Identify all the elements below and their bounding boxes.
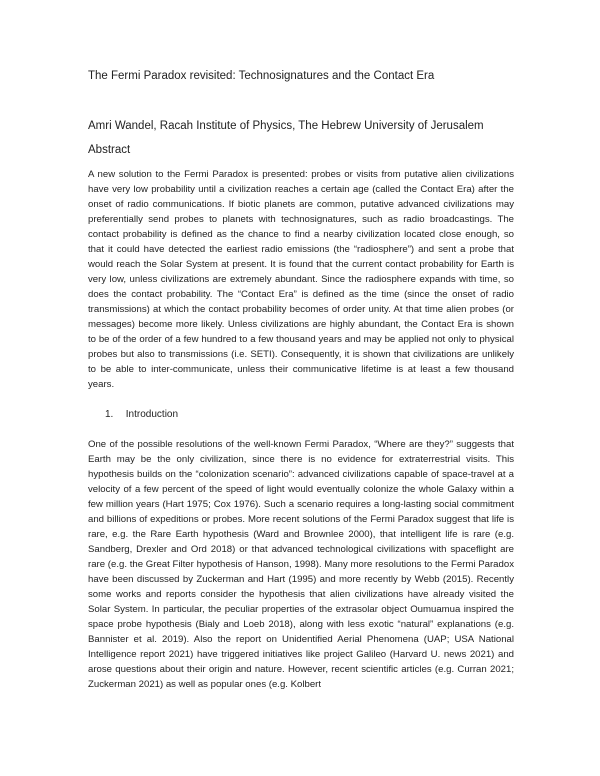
section-heading-introduction xyxy=(105,409,178,420)
introduction-paragraph: One of the possible resolutions of the well-known Fermi Paradox, “Where are they?” suggests that Earth may be the only civilization, since there is no evidence for extraterrestrial visits. This hypothesis builds on the “colonization scenario”: advanced civilizations capable of space-travel at a velocity of a few percent of the speed of light would eventually colonize the whole Galaxy within a few million years (Hart 1975; Cox 1976). Such a scenario requires a long-lasting social commitment and billions of expeditions or probes. More recent solutions of the Fermi Paradox suggest that life is rare, e.g. the Rare Earth hypothesis (Ward and Brownlee 2000), that intelligent life is rare (e.g. Sandberg, Drexler and Ord 2018) or that advanced technological civilizations with spaceflight are rare (e.g. the Great Filter hypothesis of Hanson, 1998). Many more resolutions to the Fermi Paradox have been discussed by Zuckerman and Hart (1995) and more recently by Webb (2015). Recently some works and reports consider the hypothesis that alien civilizations have already visited the Solar System. In particular, the peculiar properties of the extrasolar object Oumuamua inspired the space probe hypothesis (Bialy and Loeb 2018), along with less exotic “natural” explanations (e.g. Bannister et al. 2019). Also the report on Unidentified Aerial Phenomena (UAP; USA National Intelligence report 2021) have triggered initiatives like project Galileo (Harvard U. news 2021) and arose questions about their origin and nature. However, recent scientific articles (e.g. Curran 2021; Zuckerman 2021) as well as popular ones (e.g. Kolbert xyxy=(88,439,514,690)
abstract-heading: Abstract xyxy=(88,144,131,156)
paper-title: The Fermi Paradox revisited: Technosignatures and the Contact Era xyxy=(88,70,435,82)
abstract-paragraph: A new solution to the Fermi Paradox is presented: probes or visits from putative alien civilizations have very low probability until a civilization reaches a certain age (called the Contact Era) after the onset of radio communications. If biotic planets are common, putative advanced civilizations may preferentially send probes to planets with technosignatures, such as radio broadcastings. The contact probability is defined as the chance to find a nearby civilization located close enough, so that it could have detected the earliest radio emissions (the “radiosphere”) and sent a probe that would reach the Solar System at present. It is found that the current contact probability for Earth is very low, unless civilizations are extremely abundant. Since the radiosphere expands with time, so does the contact probability. The “Contact Era” is defined as the time (since the onset of radio transmissions) at which the contact probability becomes of order unity. At that time alien probes (or messages) become more likely. Unless civilizations are highly abundant, the Contact Era is shown to be of the order of a few hundred to a few thousand years and may be applied not only to physical probes but also to transmissions (i.e. SETI). Consequently, it is shown that civilizations are unlikely to be able to inter-communicate, unless their communicative lifetime is at least a few thousand years. xyxy=(88,169,514,390)
author-affiliation: Amri Wandel, Racah Institute of Physics, The Hebrew University of Jerusalem xyxy=(88,120,484,132)
section-number: 1. xyxy=(105,409,114,420)
section-title: Introduction xyxy=(125,409,179,420)
